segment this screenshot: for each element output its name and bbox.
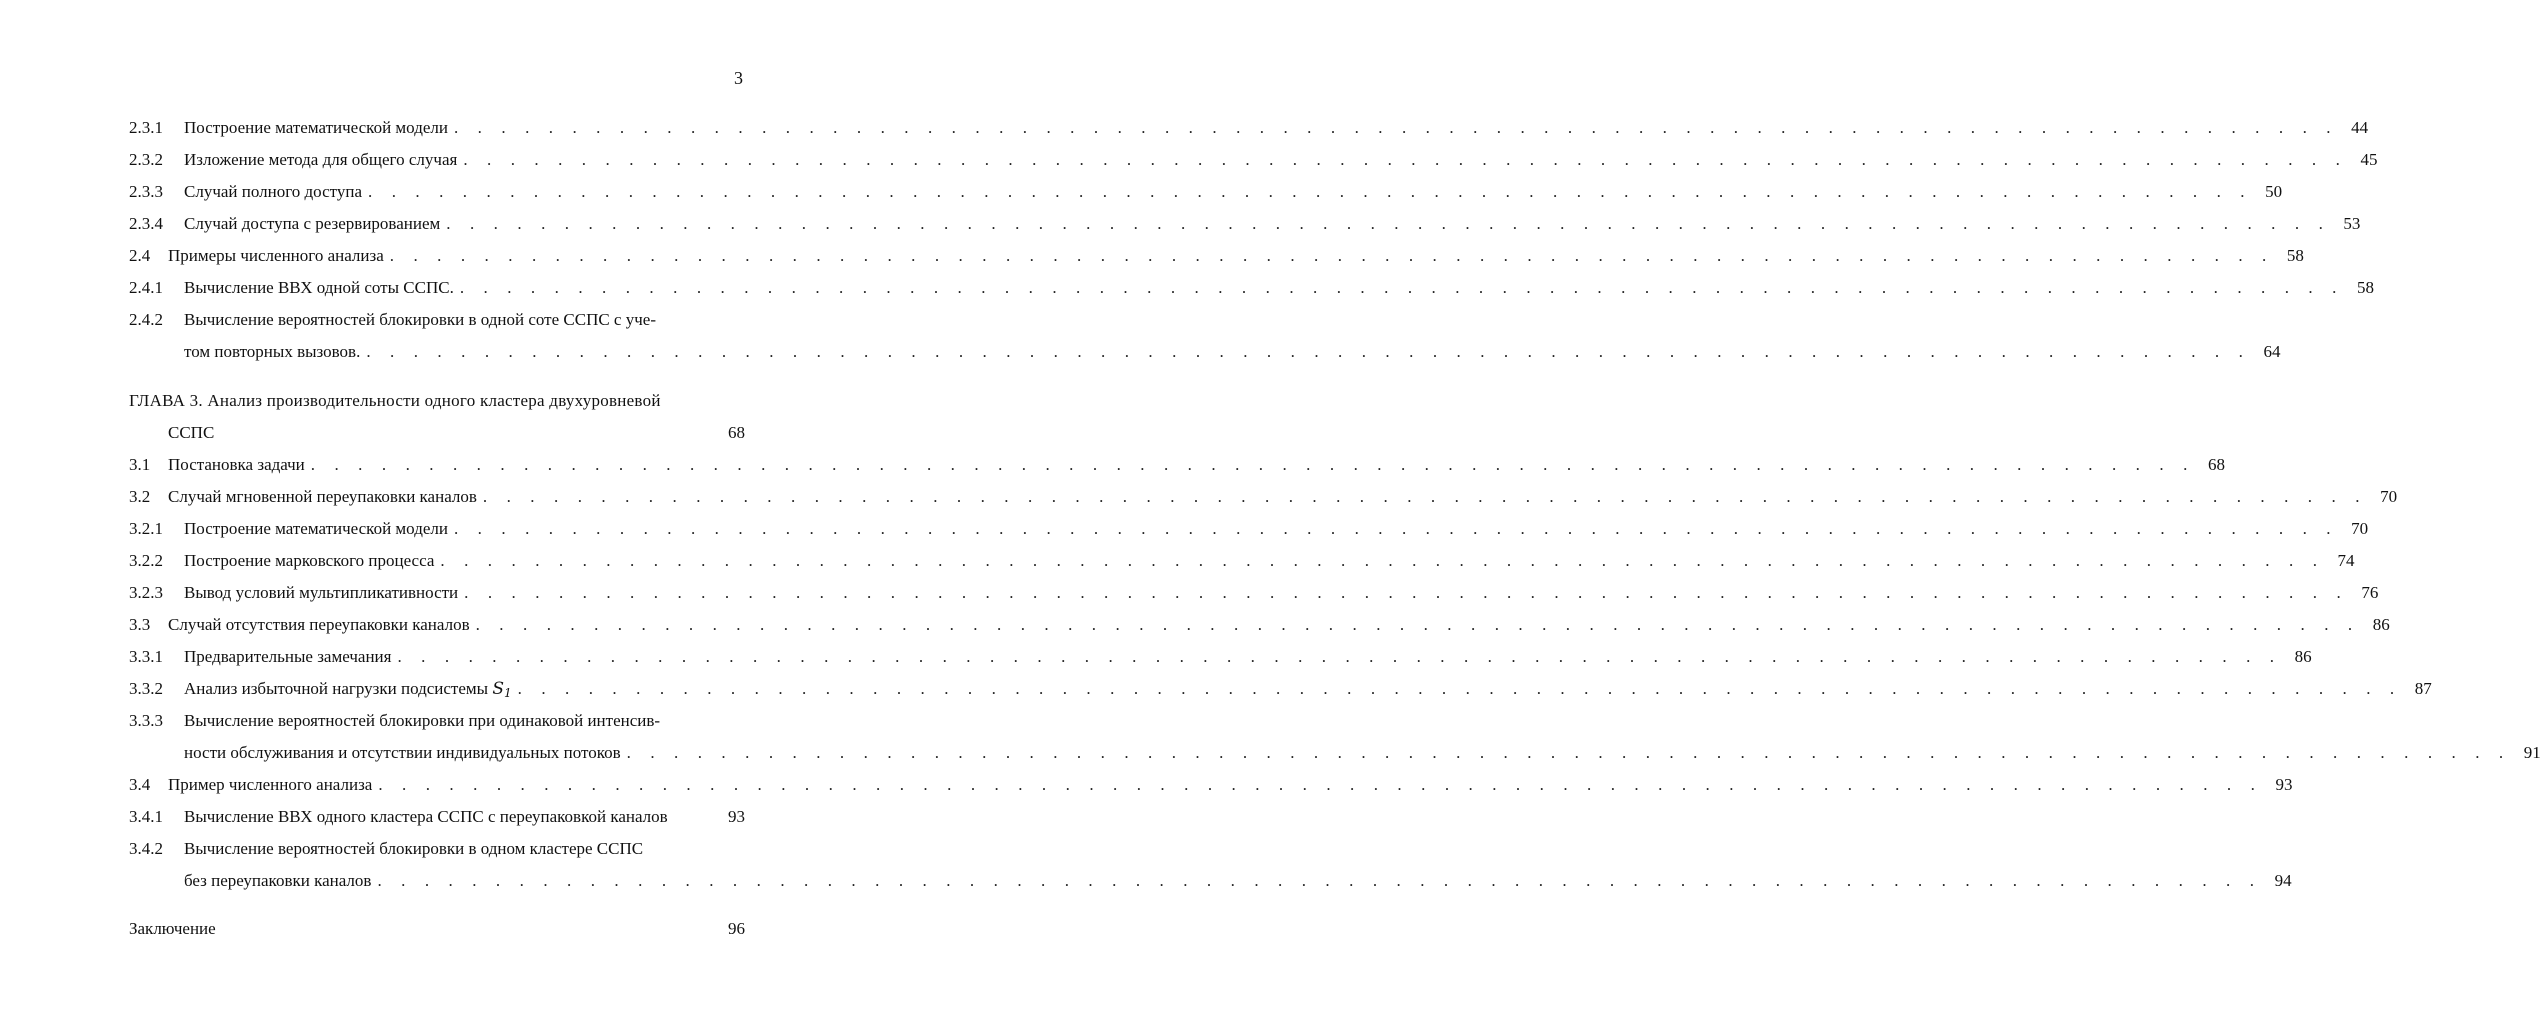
toc-leader-dots (305, 449, 2195, 481)
toc-title (184, 673, 512, 709)
toc-title-line1: Вычисление вероятностей блокировки в одном кластере ССПС (184, 839, 644, 858)
toc-leader-dots (454, 272, 2344, 304)
toc-title: Изложение метода для общего случая (184, 150, 458, 169)
toc-entry-2-4-1[interactable] (129, 272, 2374, 304)
toc-leader-dots (391, 641, 2281, 673)
toc-leader-dots (457, 144, 2347, 176)
toc-page: 50 (2265, 182, 2283, 201)
toc-title: Постановка задачи (168, 455, 305, 474)
toc-leader-dots (440, 208, 2330, 240)
toc-title-text: Анализ избыточной нагрузки подсистемы (184, 679, 489, 698)
toc-title: Вычисление ВВХ одного кластера ССПС с переупаковкой каналов (184, 807, 668, 826)
toc-number: 3.3 (129, 615, 151, 634)
toc-title-line1: Вычисление вероятностей блокировки при одинаковой интенсив- (184, 711, 661, 730)
toc-entry-2-4[interactable] (129, 240, 2304, 272)
toc-leader-dots (362, 176, 2252, 208)
toc-title: Случай отсутствия переупаковки каналов (168, 615, 470, 634)
toc-page: 70 (2380, 487, 2398, 506)
toc-entry-3-3-3[interactable] (129, 705, 2541, 769)
toc-title-line2: ности обслуживания и отсутствии индивидуальных потоков (184, 743, 621, 762)
toc-page: 96 (728, 919, 745, 938)
toc-number: 2.4 (129, 246, 151, 265)
toc-number: 3.2 (129, 487, 151, 506)
toc-leader-dots (477, 481, 2367, 513)
toc-page: 93 (728, 807, 745, 826)
toc-title: Вычисление ВВХ одной соты ССПС. (184, 278, 454, 297)
toc-page: 87 (2414, 679, 2432, 698)
toc-entry-2-3-4[interactable] (129, 208, 2361, 240)
toc-number: 3.3.1 (129, 647, 163, 666)
toc-entry-3-4-1[interactable] (129, 801, 745, 833)
toc-number: 3.4.2 (129, 839, 163, 858)
toc-page: 93 (2275, 775, 2293, 794)
toc-page: 45 (2360, 150, 2378, 169)
toc-number: 3.1 (129, 455, 151, 474)
toc-entry-3-2-3[interactable] (129, 577, 2379, 609)
toc-title: Случай полного доступа (184, 182, 362, 201)
toc-title: Случай мгновенной переупаковки каналов (168, 487, 477, 506)
toc-entry-3-2-2[interactable] (129, 545, 2355, 577)
toc-number: 3.3.2 (129, 679, 163, 698)
toc-entry-3-4[interactable] (129, 769, 2293, 801)
toc-title: Предварительные замечания (184, 647, 392, 666)
toc-entry-3-3-1[interactable] (129, 641, 2312, 673)
chapter-title-line2: ССПС (168, 423, 215, 442)
toc-page: 64 (2263, 342, 2281, 361)
toc-page: 68 (728, 423, 745, 442)
toc-page: 74 (2337, 551, 2355, 570)
toc-entry-2-3-1[interactable] (129, 112, 2369, 144)
toc-entry-2-3-3[interactable] (129, 176, 2283, 208)
toc-page: 86 (2372, 615, 2390, 634)
toc-page: 94 (2274, 871, 2292, 890)
toc-entry-3-4-2[interactable] (129, 833, 2292, 897)
toc-entry-2-3-2[interactable] (129, 144, 2378, 176)
toc-entry-3-2[interactable] (129, 481, 2398, 513)
toc-page: 58 (2286, 246, 2304, 265)
toc-chapter-3[interactable] (129, 385, 745, 449)
toc-page: 70 (2351, 519, 2369, 538)
toc-title: Построение математической модели (184, 118, 448, 137)
toc-number: 3.2.1 (129, 519, 163, 538)
toc-title: Построение марковского процесса (184, 551, 435, 570)
toc-number: 3.2.3 (129, 583, 163, 602)
toc-leader-dots (448, 513, 2338, 545)
toc-entry-conclusion[interactable] (129, 913, 745, 945)
toc-number: 3.4 (129, 775, 151, 794)
toc-number: 3.3.3 (129, 711, 163, 730)
toc-leader-dots (372, 769, 2262, 801)
toc-title-line2: том повторных вызовов. (184, 342, 361, 361)
toc-leader-dots (470, 609, 2360, 641)
toc-leader-dots (621, 737, 2511, 769)
toc-title: Заключение (129, 919, 216, 938)
toc-leader-dots (360, 336, 2250, 368)
toc-number: 2.4.2 (129, 310, 163, 329)
toc-title: Случай доступа с резервированием (184, 214, 441, 233)
toc-number: 3.4.1 (129, 807, 163, 826)
toc-page: 86 (2294, 647, 2312, 666)
toc-page: 44 (2351, 118, 2369, 137)
toc-entry-3-1[interactable] (129, 449, 2225, 481)
table-of-contents (129, 112, 2541, 945)
toc-entry-2-4-2[interactable] (129, 304, 2281, 368)
toc-title: Вывод условий мультипликативности (184, 583, 459, 602)
toc-leader-dots (512, 673, 2402, 705)
toc-number: 2.3.2 (129, 150, 163, 169)
toc-page: 91 (2523, 743, 2541, 762)
toc-entry-3-3-2[interactable] (129, 673, 2432, 705)
toc-leader-dots (458, 577, 2348, 609)
toc-leader-dots (371, 865, 2261, 897)
toc-number: 2.4.1 (129, 278, 163, 297)
toc-leader-dots (384, 240, 2274, 272)
toc-number: 2.3.1 (129, 118, 163, 137)
toc-page: 68 (2207, 455, 2225, 474)
toc-page: 76 (2361, 583, 2379, 602)
toc-title: Пример численного анализа (168, 775, 373, 794)
toc-number: 2.3.4 (129, 214, 163, 233)
toc-title: Примеры численного анализа (168, 246, 384, 265)
page-number: 3 (734, 68, 743, 88)
toc-page: 58 (2356, 278, 2374, 297)
toc-title-line2: без переупаковки каналов (184, 871, 372, 890)
toc-leader-dots (448, 112, 2338, 144)
toc-title-line1: Вычисление вероятностей блокировки в одной соте ССПС с уче- (184, 310, 656, 329)
chapter-title-line1: ГЛАВА 3. Анализ производительности одного кластера двухуровневой (129, 391, 661, 410)
toc-number: 2.3.3 (129, 182, 163, 201)
subsystem-symbol: S1 (492, 679, 512, 700)
toc-entry-3-3[interactable] (129, 609, 2390, 641)
toc-number: 3.2.2 (129, 551, 163, 570)
toc-title: Построение математической модели (184, 519, 448, 538)
toc-page: 53 (2343, 214, 2361, 233)
toc-entry-3-2-1[interactable] (129, 513, 2369, 545)
toc-leader-dots (434, 545, 2324, 577)
